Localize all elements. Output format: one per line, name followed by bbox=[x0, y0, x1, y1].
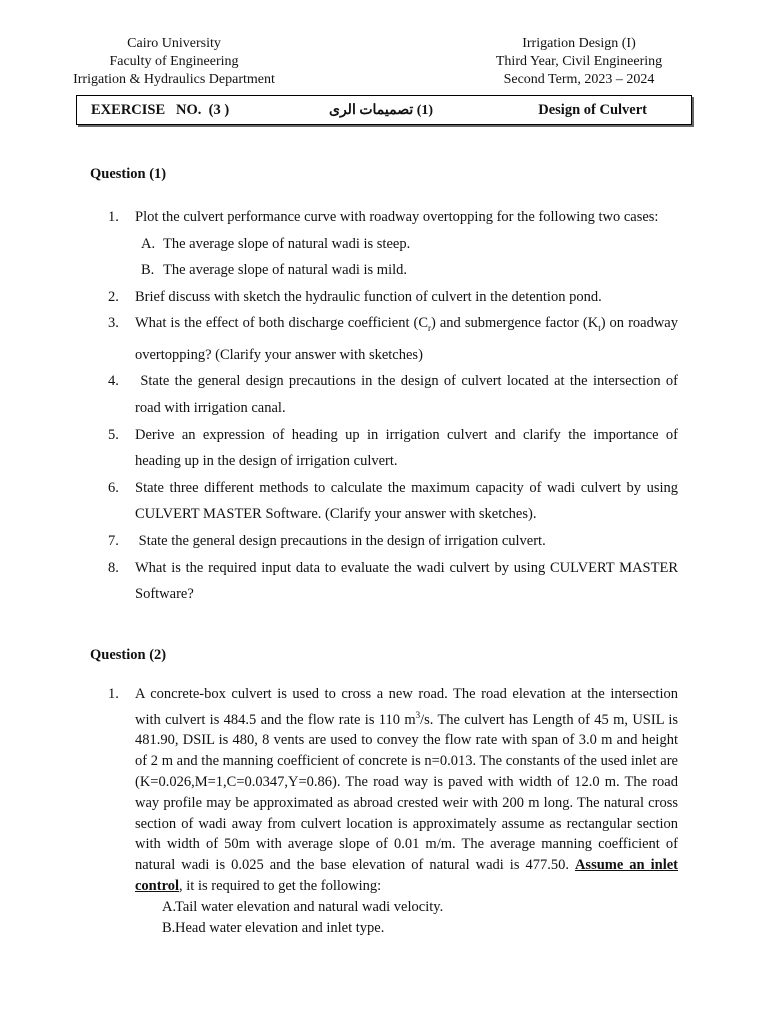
item-text: Derive an expression of heading up in irrigation culvert and clarify the importance of heading up in the design of irrigation culvert. bbox=[135, 426, 678, 470]
list-item bbox=[108, 528, 678, 555]
sub-item-label: A. bbox=[141, 235, 156, 252]
item-number: 6. bbox=[108, 479, 119, 496]
department-name: Irrigation & Hydraulics Department bbox=[73, 72, 275, 87]
sub-item bbox=[135, 231, 678, 258]
sub-item-text: The average slope of natural wadi is steep. bbox=[163, 235, 411, 252]
item-text: State three different methods to calculate the maximum capacity of wadi culvert by using CULVERT MASTER Software. (Clarify your answer with sketches). bbox=[135, 479, 678, 523]
term: Second Term, 2023 – 2024 bbox=[503, 72, 655, 87]
emphasized-instruction: Assume an inlet control bbox=[135, 857, 678, 894]
item-number: 7. bbox=[108, 533, 119, 550]
sub-item bbox=[135, 257, 678, 284]
list-item bbox=[108, 310, 678, 368]
question-2-heading: Question (2) bbox=[90, 647, 167, 663]
item-text: What is the required input data to evaluate the wadi culvert by using CULVERT MASTER Software? bbox=[135, 559, 678, 603]
item-number: 1. bbox=[108, 209, 119, 225]
item-text-part: A concrete-box culvert is used to cross a new road. The road elevation at the intersection with culvert is 484.5 and the flow rate is 110 m bbox=[135, 686, 678, 728]
item-number: 2. bbox=[108, 288, 119, 305]
superscript: 3 bbox=[415, 709, 421, 720]
list-item bbox=[108, 422, 678, 475]
item-number: 1. bbox=[108, 686, 119, 702]
exercise-number: EXERCISE NO. (3 ) bbox=[91, 102, 230, 118]
item-number: 4. bbox=[108, 373, 119, 390]
sub-item-label: B. bbox=[141, 262, 155, 279]
list-item bbox=[108, 368, 682, 421]
item-text bbox=[135, 684, 678, 897]
item-text: Brief discuss with sketch the hydraulic function of culvert in the detention pond. bbox=[135, 288, 602, 305]
sub-item-label: B. bbox=[162, 919, 176, 936]
item-text: What is the effect of both discharge coefficient $(C_r)$ and submergence factor $(K_t)$ on roadway overtopping? (Clarify your answer with sketches) bbox=[135, 315, 678, 363]
year-level: Third Year, Civil Engineering bbox=[495, 54, 663, 69]
header-left bbox=[60, 35, 288, 89]
item-text-part: /s. The culvert has Length of 45 m, USIL is 481.90, DSIL is 480, 8 vents are used to convey the flow rate with span of 3.0 m and height of 2 m and the manning coefficient of concrete is n=0.013. The constants of the used inlet are (K=0.026,M=1,C=0.0347,Y=0.86). The road way is paved with width of 12.0 m. The road way profile may be approximated as abroad crested weir with 200 m long. The natural cross section of wadi away from culvert location is approximately assume as rectangular section with width of 50m with average slope of 0.01 m/m. The average manning coefficient of natural wadi is 0.025 and the base elevation of natural wadi is 477.50. bbox=[135, 711, 678, 874]
faculty-name: Faculty of Engineering bbox=[109, 54, 239, 69]
item-number: 3. bbox=[108, 315, 119, 332]
item-text: Plot the culvert performance curve with roadway overtopping for the following two cases: bbox=[135, 209, 659, 225]
item-number: 8. bbox=[108, 559, 119, 576]
list-item bbox=[108, 555, 678, 608]
question-1-heading: Question (1) bbox=[90, 166, 167, 182]
arabic-course-title: (1) تصميمات الرى bbox=[329, 103, 434, 118]
course-name: Irrigation Design (I) bbox=[522, 36, 636, 51]
sub-item-label: A. bbox=[162, 898, 177, 915]
sub-item bbox=[135, 918, 678, 939]
list-item bbox=[108, 284, 678, 311]
university-name: Cairo University bbox=[127, 36, 221, 51]
item-text: State the general design precautions in the design of irrigation culvert. bbox=[135, 533, 546, 550]
sub-item-text: Head water elevation and inlet type. bbox=[175, 919, 385, 936]
question-1-list bbox=[108, 204, 682, 608]
sub-item bbox=[135, 897, 678, 918]
exercise-title-box bbox=[76, 95, 692, 125]
item-text: State the general design precautions in the design of culvert located at the intersection of road with irrigation canal. bbox=[135, 373, 682, 417]
question-2-list bbox=[108, 684, 678, 938]
item-text-part: , it is required to get the following: bbox=[179, 878, 382, 894]
sub-item-text: The average slope of natural wadi is mild. bbox=[163, 262, 408, 279]
list-item bbox=[108, 204, 678, 284]
list-item bbox=[108, 684, 678, 938]
sub-item-text: Tail water elevation and natural wadi velocity. bbox=[175, 898, 444, 915]
header-right bbox=[470, 35, 688, 89]
item-number: 5. bbox=[108, 426, 119, 443]
list-item bbox=[108, 475, 678, 528]
exercise-title: Design of Culvert bbox=[538, 102, 647, 118]
